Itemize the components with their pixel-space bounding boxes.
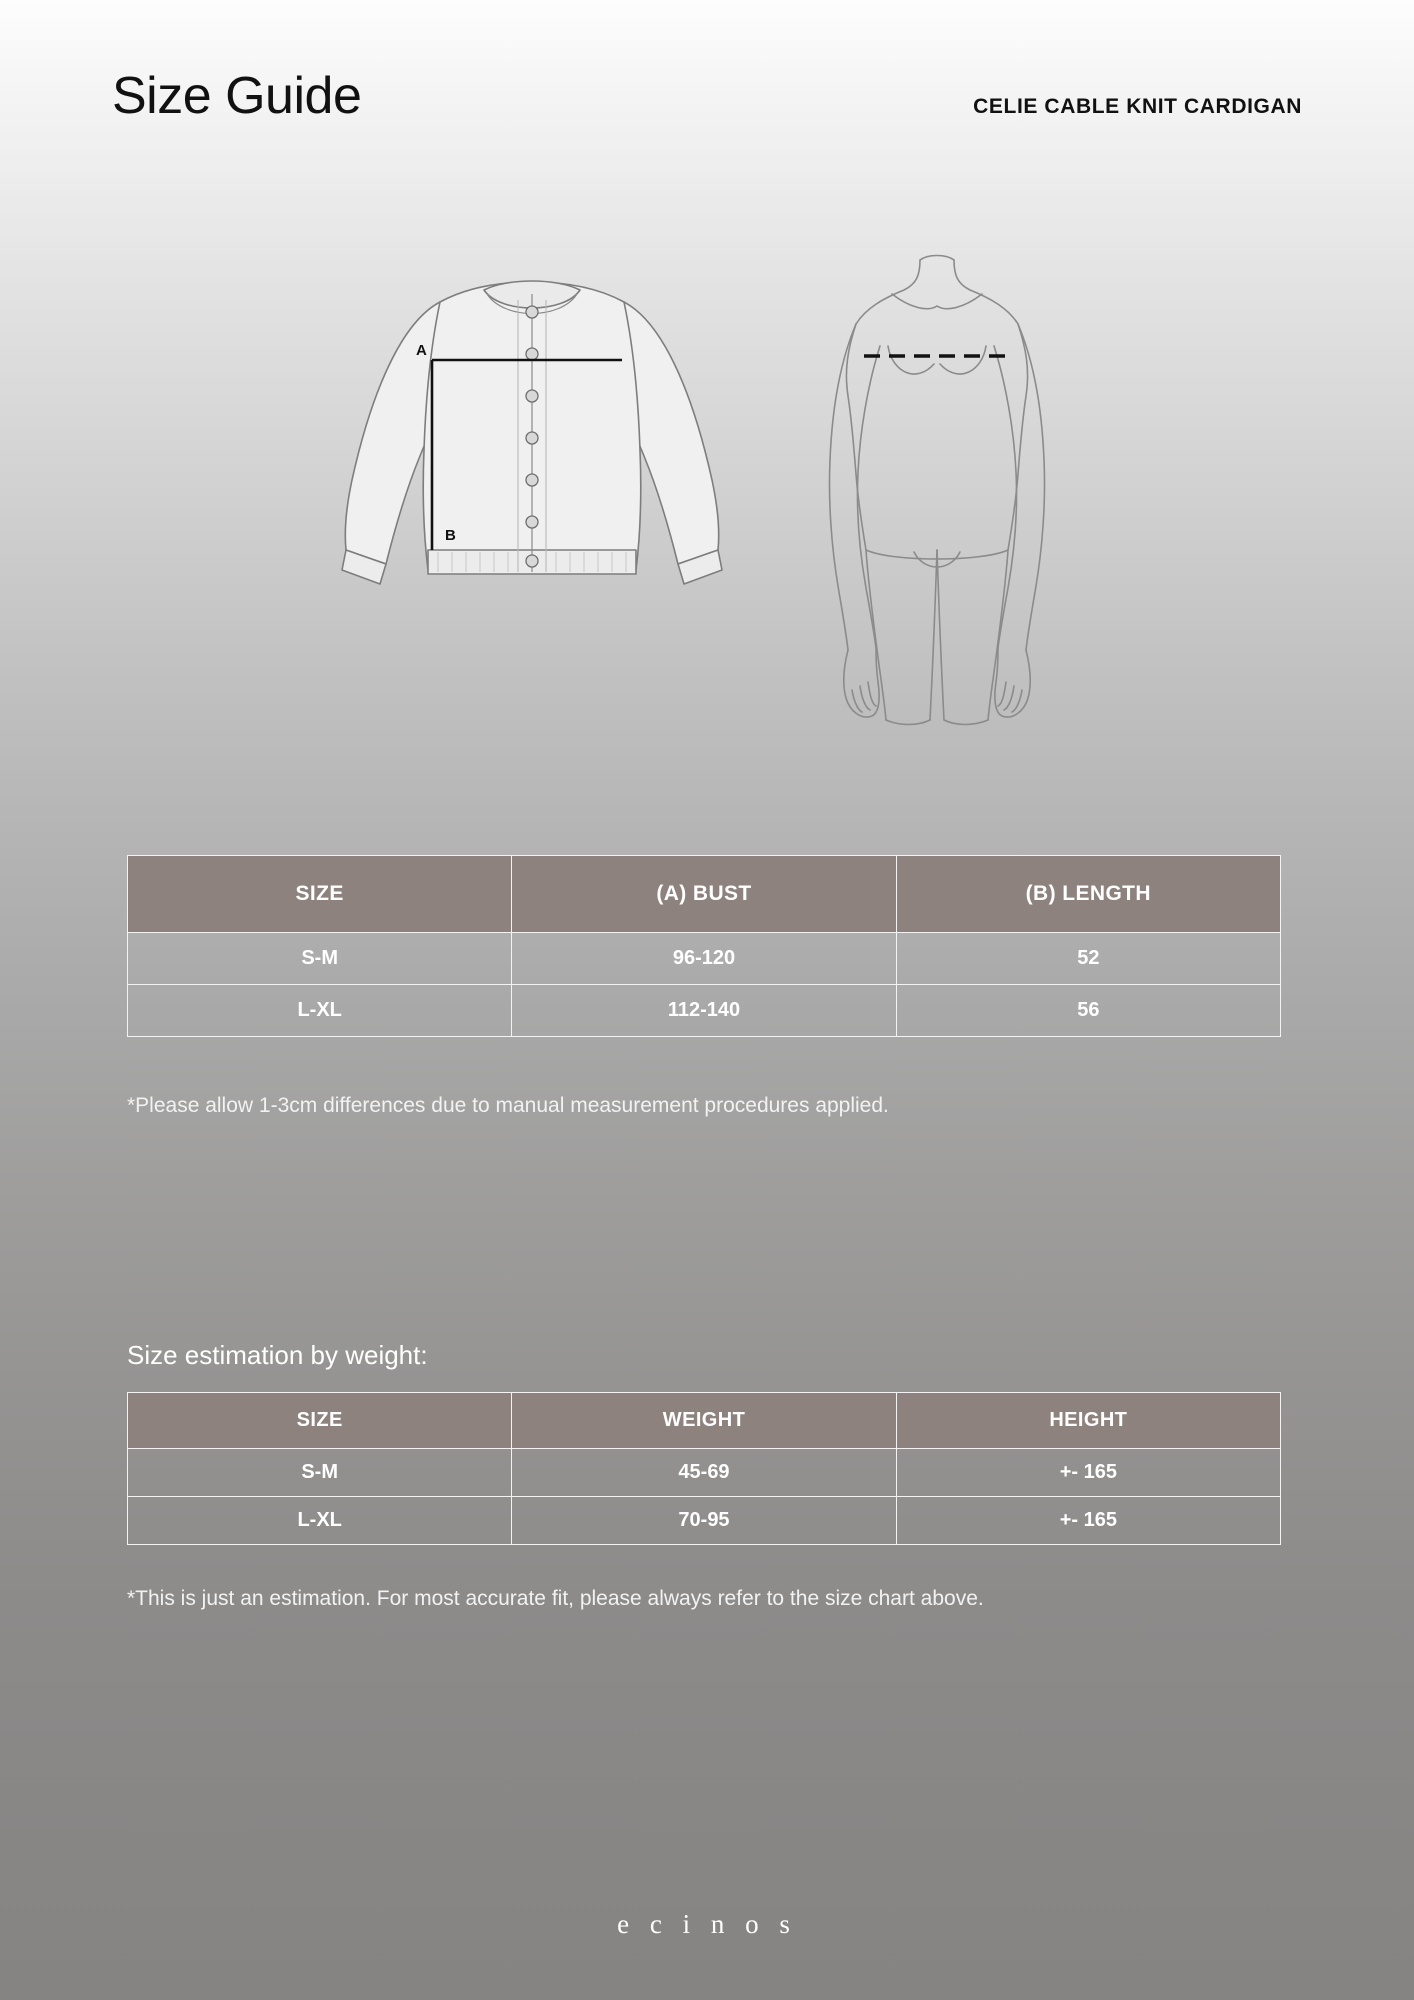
cell-length: 52 [896,933,1280,985]
page-header [112,67,1302,125]
cell-size: S-M [128,933,512,985]
cell-height: +- 165 [896,1449,1280,1497]
brand-logo: e c i n o s [617,1909,797,1939]
table-header-row [128,856,1281,933]
measurement-disclaimer: *Please allow 1-3cm differences due to manual measurement procedures applied. [127,1094,889,1117]
column-header-bust: (A) BUST [512,856,896,933]
cell-size: L-XL [128,985,512,1037]
female-body-outline-icon [792,250,1082,750]
cell-bust: 96-120 [512,933,896,985]
size-chart-table [127,855,1281,1037]
column-header-size: SIZE [128,856,512,933]
page-title: Size Guide [112,67,362,125]
cell-size: L-XL [128,1497,512,1545]
table-row [128,1449,1281,1497]
table-row [128,933,1281,985]
weight-section-label: Size estimation by weight: [127,1340,428,1370]
cell-height: +- 165 [896,1497,1280,1545]
column-header-length: (B) LENGTH [896,856,1280,933]
marker-a-label: A [416,342,427,359]
product-name: CELIE CABLE KNIT CARDIGAN [973,95,1302,118]
marker-b-label: B [445,527,456,544]
column-header-size: SIZE [128,1393,512,1449]
cell-size: S-M [128,1449,512,1497]
cell-bust: 112-140 [512,985,896,1037]
cell-length: 56 [896,985,1280,1037]
estimation-disclaimer: *This is just an estimation. For most accurate fit, please always refer to the size chart above. [127,1587,984,1610]
table-header-row [128,1393,1281,1449]
table-row [128,985,1281,1037]
cell-weight: 45-69 [512,1449,896,1497]
cardigan-technical-drawing-icon [332,250,732,670]
table-row [128,1497,1281,1545]
illustration-area [0,250,1414,770]
column-header-height: HEIGHT [896,1393,1280,1449]
column-header-weight: WEIGHT [512,1393,896,1449]
weight-estimation-table [127,1392,1281,1545]
cell-weight: 70-95 [512,1497,896,1545]
